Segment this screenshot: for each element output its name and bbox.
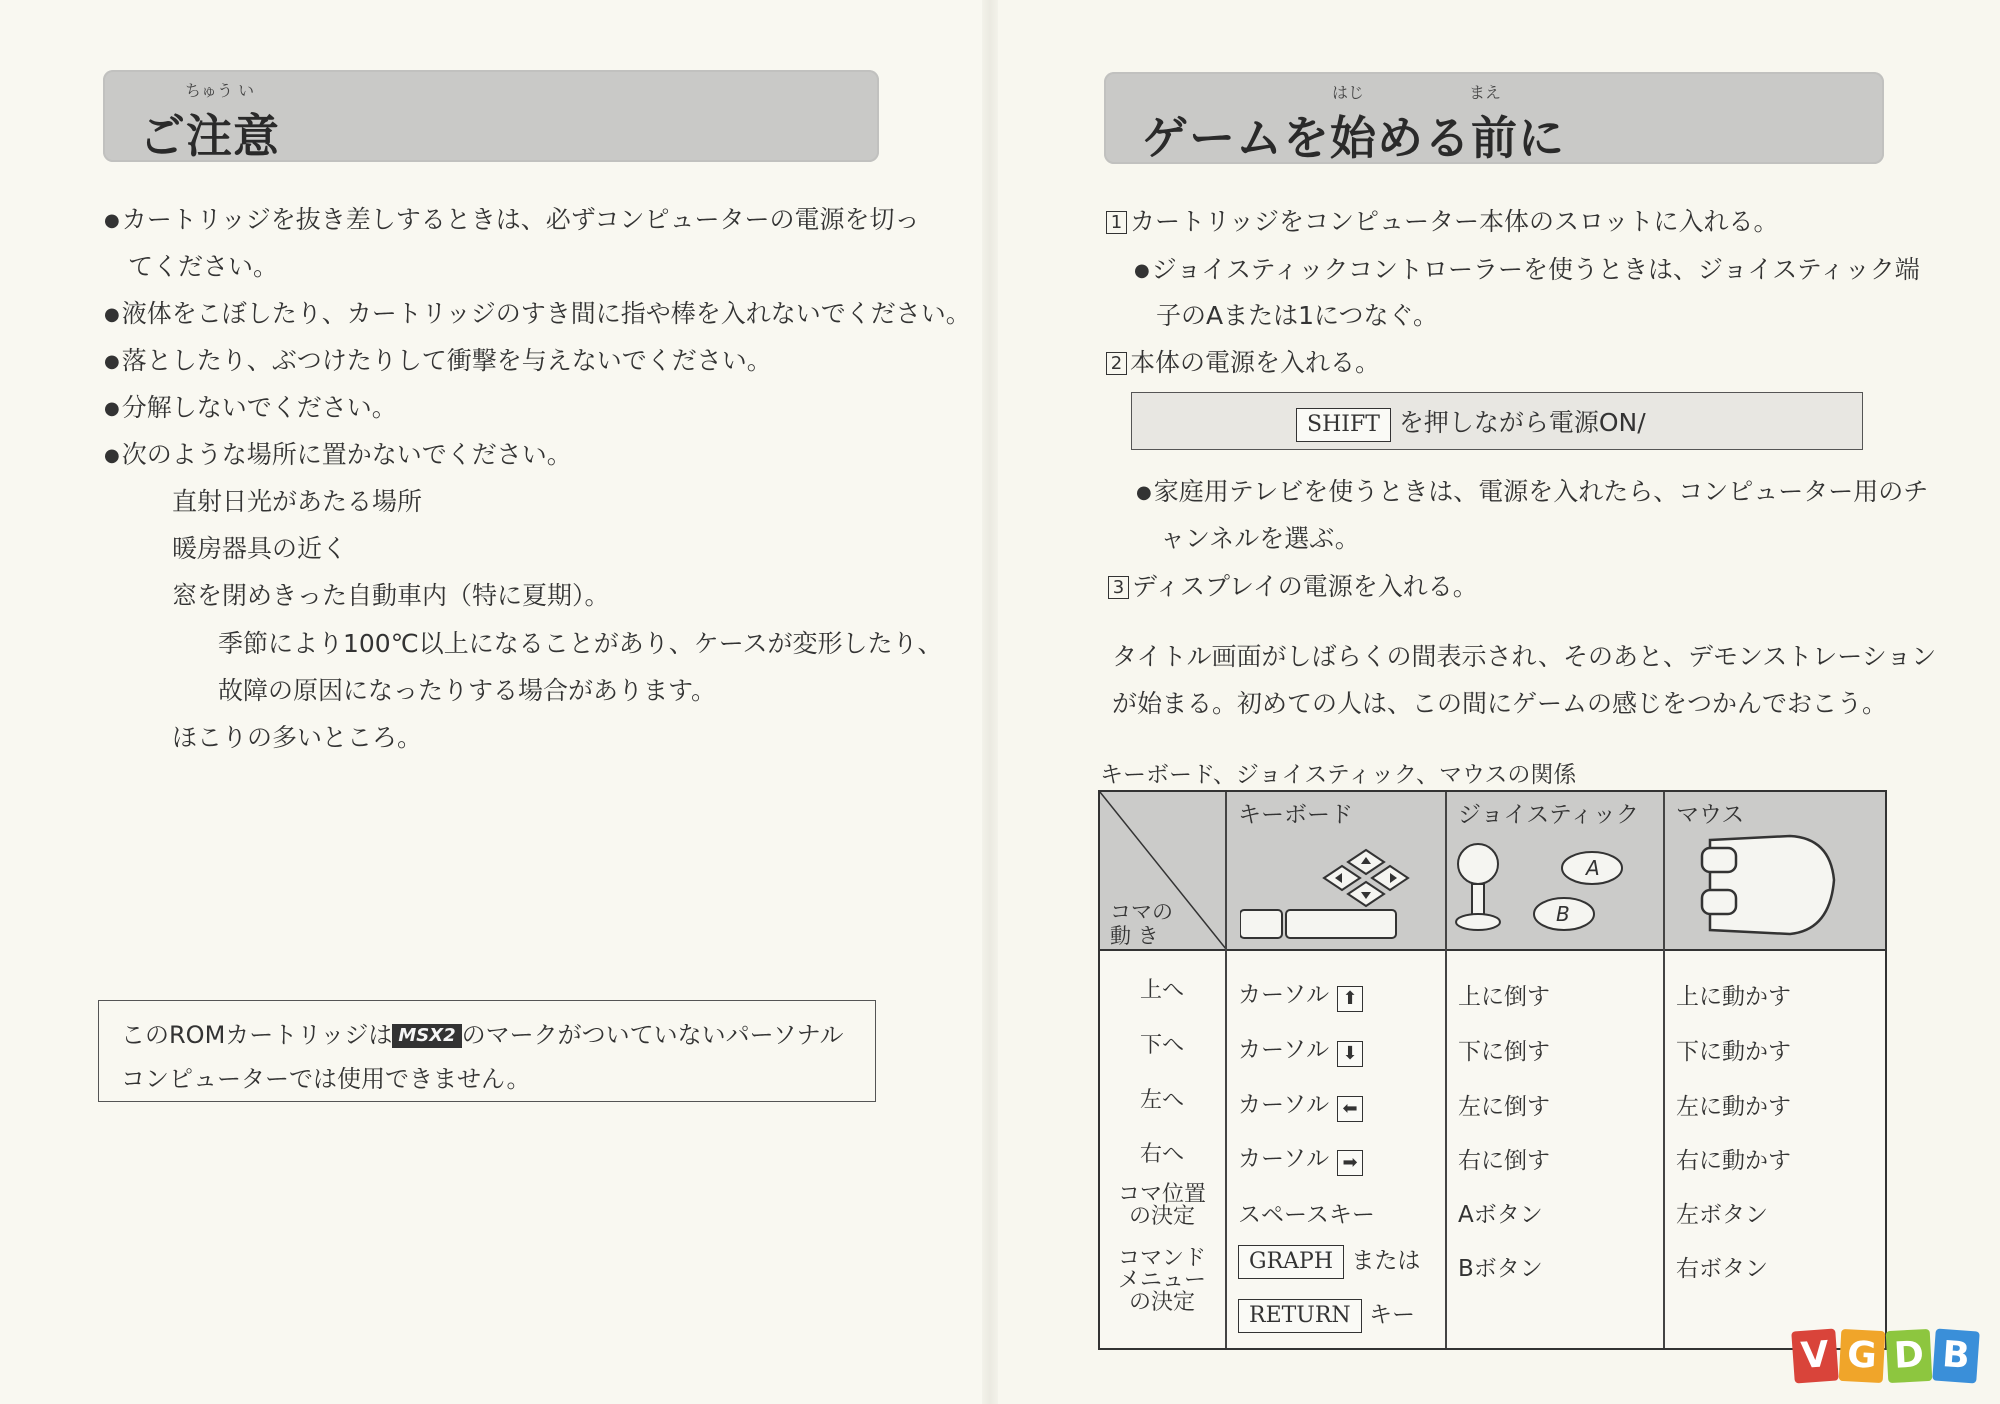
row-label-right: 右へ	[1139, 1142, 1184, 1167]
kb-down: カーソル ⬇	[1238, 1031, 1363, 1067]
mouse-illustration	[1700, 830, 1880, 946]
notice-line-1: このROMカートリッジは MSX2 のマークがついていないパーソナル	[121, 1021, 844, 1049]
msx2-notice-box	[98, 1000, 876, 1102]
place-3: 窓を閉めきった自動車内（特に夏期）。	[172, 581, 610, 610]
bullet-4: ●分解しないでください。	[104, 393, 397, 422]
shift-key: SHIFT	[1296, 408, 1391, 442]
caution-title: ご注意	[139, 109, 280, 163]
col-keyboard: キーボード	[1238, 802, 1353, 828]
shift-power-banner: SHIFT を押しながら電源ON/	[1131, 392, 1863, 450]
mouse-menu: 右ボタン	[1676, 1256, 1768, 1282]
mouse-left: 左に動かす	[1676, 1094, 1791, 1120]
bullet-2: ●液体をこぼしたり、カートリッジのすき間に指や棒を入れないでください。	[104, 299, 971, 328]
mouse-down: 下に動かす	[1676, 1039, 1791, 1065]
vgdb-v: V	[1791, 1329, 1839, 1384]
corner-label-2: 動 き	[1110, 924, 1159, 948]
vgdb-g: G	[1839, 1329, 1886, 1383]
caution-ruby: ちゅう い	[185, 81, 255, 100]
kb-decide: スペースキー	[1238, 1202, 1375, 1228]
kb-up: カーソル ⬆	[1238, 976, 1363, 1012]
bullet-1-cont: てください。	[128, 252, 279, 281]
before-start-header	[1104, 72, 1884, 164]
row-label-left: 左へ	[1139, 1088, 1184, 1113]
graph-key: GRAPH	[1238, 1245, 1344, 1279]
notice-line-2: コンピューターでは使用できません。	[121, 1065, 531, 1093]
row-label-decide: コマ位置 の決定	[1117, 1182, 1206, 1229]
keyboard-illustration	[1240, 832, 1440, 944]
title-ruby-1: はじ	[1332, 83, 1365, 102]
svg-text:A: A	[1586, 856, 1600, 880]
kb-menu-1: GRAPH または	[1238, 1242, 1420, 1279]
intro-para-1: タイトル画面がしばらくの間表示され、そのあと、デモンストレーション	[1112, 642, 1937, 671]
col-mouse: マウス	[1676, 802, 1745, 828]
svg-text:B: B	[1556, 902, 1570, 926]
arrow-left-icon: ⬅	[1337, 1096, 1363, 1122]
bullet-3: ●落としたり、ぶつけたりして衝撃を与えないでください。	[104, 346, 772, 375]
row-label-menu: コマンド メニュー の決定	[1117, 1246, 1206, 1315]
kb-right: カーソル ➡	[1238, 1140, 1363, 1176]
mouse-right: 右に動かす	[1676, 1148, 1791, 1174]
bullet-1: ●カートリッジを抜き差しするときは、必ずコンピューターの電源を切っ	[104, 205, 920, 234]
subnote-1: 季節により100℃以上になることがあり、ケースが変形したり、	[218, 629, 943, 658]
step-2-note-cont: ャンネルを選ぶ。	[1160, 524, 1360, 553]
title-ruby-2: まえ	[1469, 83, 1502, 102]
joystick-illustration	[1452, 834, 1657, 946]
step-1-note: ●ジョイスティックコントローラーを使うときは、ジョイスティック端	[1134, 255, 1920, 284]
arrow-right-icon: ➡	[1337, 1150, 1363, 1176]
joy-down: 下に倒す	[1458, 1039, 1550, 1065]
msx2-logo: MSX2	[392, 1024, 461, 1048]
before-start-title: ゲームを始める前に	[1142, 111, 1565, 165]
step-1-note-cont: 子のAまたは1につなぐ。	[1156, 301, 1439, 330]
kb-left: カーソル ⬅	[1238, 1086, 1363, 1122]
corner-label-1: コマの	[1110, 900, 1173, 924]
subnote-2: 故障の原因になったりする場合があります。	[218, 676, 717, 705]
arrow-down-icon: ⬇	[1337, 1041, 1363, 1067]
step-2: 2 本体の電源を入れる。	[1106, 343, 1380, 379]
step-1: 1 カートリッジをコンピューター本体のスロットに入れる。	[1106, 202, 1779, 238]
kb-menu-2: RETURN キー	[1238, 1296, 1415, 1333]
place-4: ほこりの多いところ。	[172, 723, 423, 752]
joy-up: 上に倒す	[1458, 984, 1550, 1010]
col-joystick: ジョイスティック	[1458, 802, 1640, 828]
vgdb-d: D	[1886, 1329, 1933, 1383]
page-spine	[982, 0, 998, 1404]
joy-menu: Bボタン	[1458, 1256, 1543, 1282]
step-2-note: ●家庭用テレビを使うときは、電源を入れたら、コンピューター用のチ	[1136, 477, 1929, 506]
joy-left: 左に倒す	[1458, 1094, 1550, 1120]
row-label-down: 下へ	[1139, 1033, 1184, 1058]
mouse-up: 上に動かす	[1676, 984, 1791, 1010]
mouse-decide: 左ボタン	[1676, 1202, 1768, 1228]
table-caption: キーボード、ジョイスティック、マウスの関係	[1100, 762, 1577, 788]
caution-header	[103, 70, 879, 162]
arrow-up-icon: ⬆	[1337, 986, 1363, 1012]
joy-right: 右に倒す	[1458, 1148, 1550, 1174]
vgdb-b: B	[1932, 1329, 1980, 1384]
row-label-up: 上へ	[1139, 978, 1184, 1003]
bullet-5: ●次のような場所に置かないでください。	[104, 440, 572, 469]
vgdb-watermark	[1793, 1316, 1981, 1382]
place-1: 直射日光があたる場所	[172, 487, 423, 516]
intro-para-2: が始まる。初めての人は、この間にゲームの感じをつかんでおこう。	[1112, 689, 1888, 718]
place-2: 暖房器具の近く	[172, 534, 348, 563]
controls-table	[1098, 790, 1887, 1350]
joy-decide: Aボタン	[1458, 1202, 1543, 1228]
step-3: 3 ディスプレイの電源を入れる。	[1108, 567, 1478, 603]
return-key: RETURN	[1238, 1299, 1362, 1333]
